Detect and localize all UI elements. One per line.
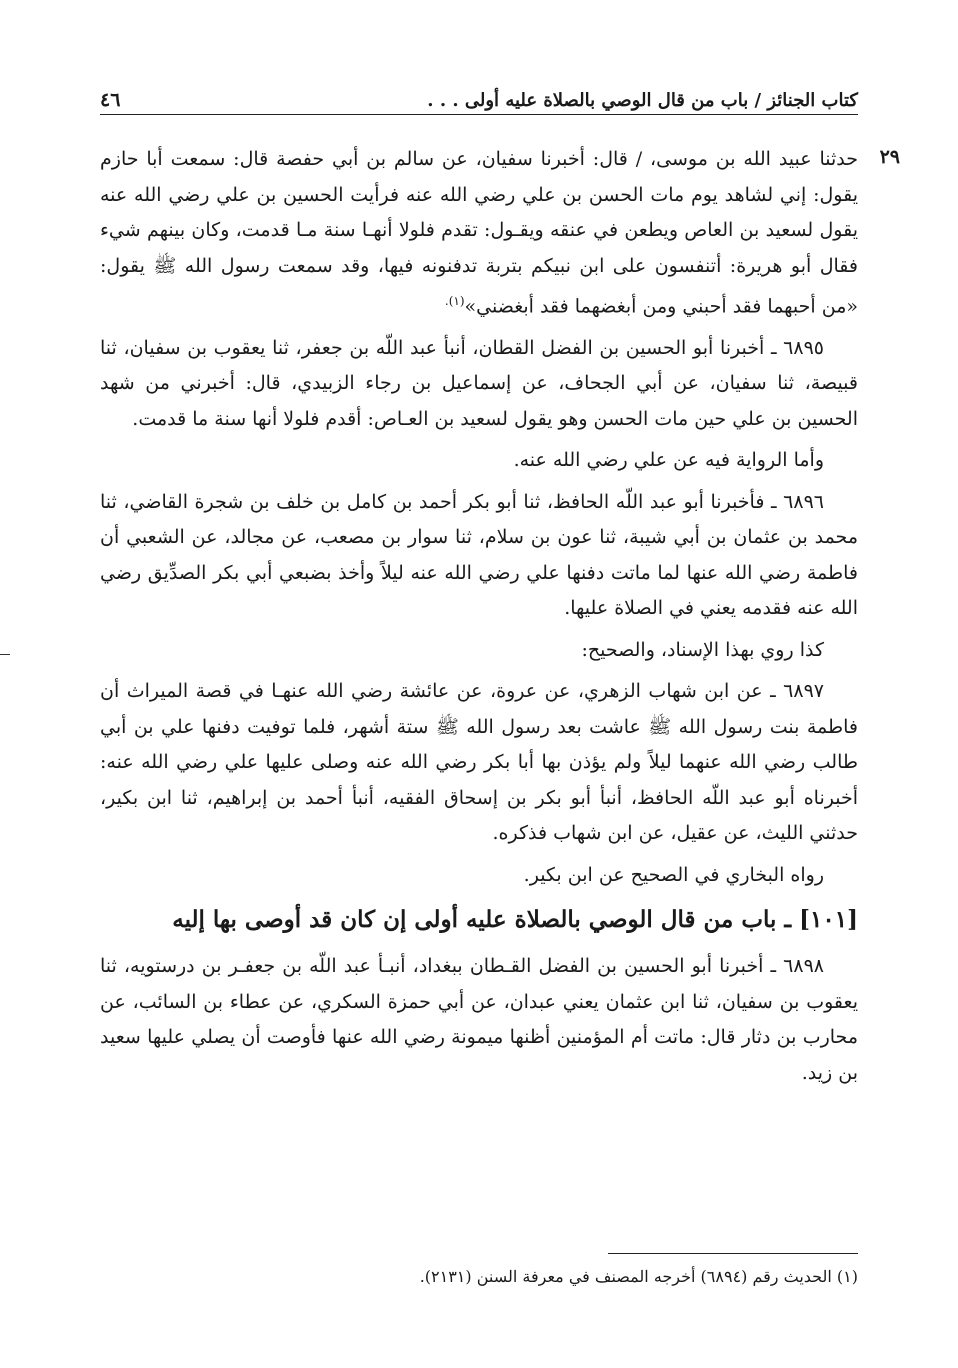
running-header bbox=[100, 86, 858, 115]
paragraph-text: حدثنا عبيد الله بن موسى، / قال: أخبرنا سفيان، عن سالم بن أبي حفصة قال: سمعت أبا حازم يقول: إني لشاهد يوم مات الحسن بن علي رضي الله عنه فرأيت الحسين بن علي رضي الله عنه يقول لسعيد بن العاص ويطعن في عنقه ويقـول: تقدم فلولا أنهـا سنة مـا قدمت، وكان بينهم شيء فقال أبو هريرة: أتنفسون على ابن نبيكم بتربة تدفنونه فيها، وقد سمعت رسول الله ﷺ يقول: «من أحبهما فقد أحبني ومن أبغضهما فقد أبغضني» bbox=[100, 148, 858, 318]
footnote-reference: (١). bbox=[444, 294, 465, 308]
paragraph-bukhari: رواه البخاري في الصحيح عن ابن بكير. bbox=[523, 863, 824, 886]
chapter-heading: [١٠١] ـ باب من قال الوصي بالصلاة عليه أولى إن كان قد أوصى بها إليه bbox=[172, 906, 858, 934]
paragraph-hadith-6896: ٦٨٩٦ ـ فأخبرنا أبو عبد اللّه الحافظ، ثنا أبو بكر أحمد بن كامل بن خلف بن شجرة القاضي، ثنا محمد بن عثمان بن أبي شيبة، ثنا عون بن سلام، ثنا سوار بن مصعب، عن مجالد، عن الشعبي أن فاطمة رضي الله عنها لما ماتت دفنها علي رضي الله عنه ليلاً وأخذ بضبعي أبي بكر الصدِّيق رضي الله عنه فقدمه يعني في الصلاة عليها. bbox=[100, 490, 858, 620]
paragraph-correct-chain: كذا روي بهذا الإسناد، والصحيح: bbox=[581, 638, 824, 661]
paragraph-hadith-6897: ٦٨٩٧ ـ عن ابن شهاب الزهري، عن عروة، عن عائشة رضي الله عنهـا في قصة الميراث أن فاطمة بنت رسول الله ﷺ عاشت بعد رسول الله ﷺ ستة أشهر، فلما توفيت دفنها علي بن أبي طالب رضي الله عنهما ليلاً ولم يؤذن بها أبا بكر رضي الله عنه وصلى عليها علي رضي الله عنه: أخبرناه أبو عبد اللّه الحافظ، أنبأ أبو بكر بن إسحاق الفقيه، أنبأ أحمد بن إبراهيم، ثنا ابن بكير، حدثني الليث، عن عقيل، عن ابن شهاب فذكره. bbox=[100, 680, 858, 845]
header-title: كتاب الجنائز / باب من قال الوصي بالصلاة عليه أولى . . . bbox=[427, 90, 858, 111]
page-number: ٤٦ bbox=[100, 89, 121, 111]
margin-number: ٢٩ bbox=[879, 146, 900, 168]
paragraph-hadith-6898: ٦٨٩٨ ـ أخبرنا أبو الحسين بن الفضل القـطان ببغداد، أنبـأ عبد اللّه بن جعفـر بن درستويه، ثنا يعقوب بن سفيان، ثنا ابن عثمان يعني عبدان، عن أبي حمزة السكري، عن عطاء بن السائب، عن محارب بن دثار قال: ماتت أم المؤمنين أظنها ميمونة رضي الله عنها فأوصت أن يصلي عليها سعيد بن زيد. bbox=[100, 955, 858, 1084]
paragraph-hadith-6895: ٦٨٩٥ ـ أخبرنا أبو الحسين بن الفضل القطان، أنبأ عبد اللّه بن جعفر، ثنا يعقوب بن سفيان، ثنا قبيصة، ثنا سفيان، عن أبي الجحاف، عن إسماعيل بن رجاء الزبيدي، قال: أخبرني من شهد الحسين بن علي حين مات الحسن وهو يقول لسعيد بن العـاص: أقدم فلولا أنها سنة ما قدمت. bbox=[100, 336, 858, 430]
main-text bbox=[100, 142, 858, 1097]
footnote: (١) الحديث رقم (٦٨٩٤) أخرجه المصنف في معرفة السنن (٢١٣١). bbox=[419, 1267, 858, 1286]
paragraph-narration-ali: وأما الرواية فيه عن علي رضي الله عنه. bbox=[513, 449, 824, 472]
margin-mark bbox=[0, 654, 10, 655]
footnote-divider bbox=[608, 1253, 858, 1254]
paragraph-hadith-29 bbox=[100, 142, 858, 325]
